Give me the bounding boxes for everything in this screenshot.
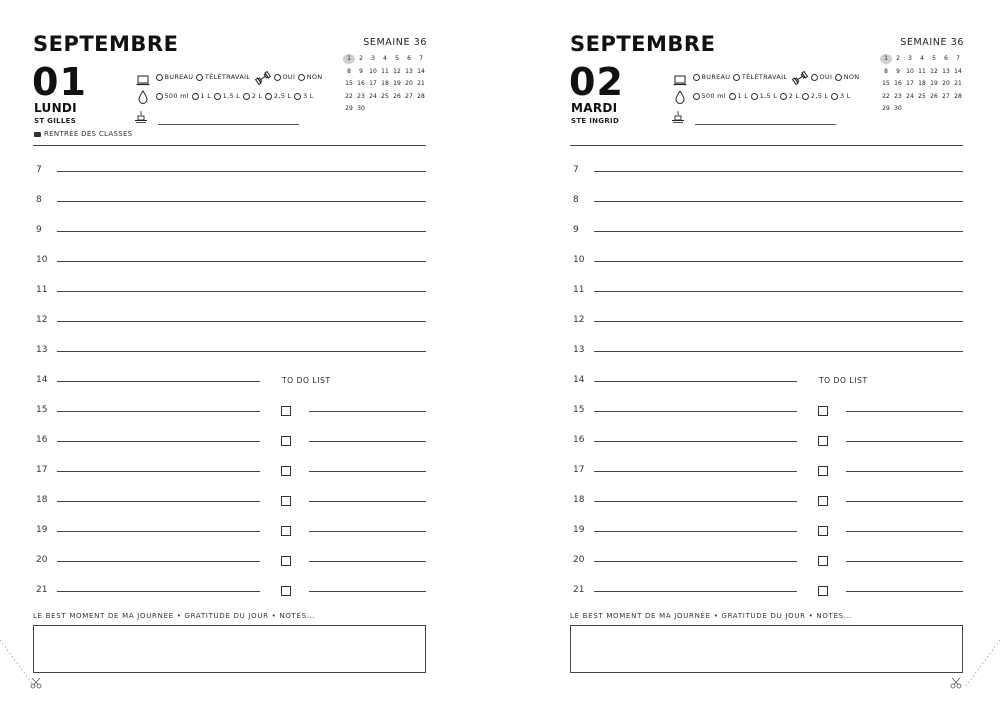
calendar-day[interactable]: 4 xyxy=(383,55,387,63)
todo-line[interactable] xyxy=(846,531,963,532)
todo-line[interactable] xyxy=(846,411,963,412)
hour-label: 8 xyxy=(573,195,579,205)
hour-label: 13 xyxy=(36,345,48,355)
hour-line[interactable] xyxy=(594,471,797,472)
todo-list-title: TO DO LIST xyxy=(282,376,331,385)
water-option-label: 3 L xyxy=(302,92,314,100)
water-option-label: 500 ml xyxy=(701,92,726,100)
scissors-icon xyxy=(29,676,43,690)
hour-label: 7 xyxy=(36,165,42,175)
calendar-day[interactable]: 9 xyxy=(359,67,363,75)
calendar-week-row xyxy=(880,53,964,66)
water-drop-icon xyxy=(675,89,685,108)
calendar-day[interactable]: 1 xyxy=(343,54,355,64)
hour-line[interactable] xyxy=(594,501,797,502)
work-option-bureau[interactable] xyxy=(156,73,193,81)
calendar-day[interactable]: 29 xyxy=(345,105,353,113)
water-option-label: 3 L xyxy=(839,92,851,100)
cut-guide-right xyxy=(960,640,1000,701)
hour-line[interactable] xyxy=(57,321,426,322)
calendar-week-row xyxy=(343,91,427,104)
todo-line[interactable] xyxy=(846,471,963,472)
day-number: 02 xyxy=(569,60,624,104)
hour-label: 17 xyxy=(36,465,48,475)
calendar-day[interactable]: 27 xyxy=(942,92,950,100)
calendar-day[interactable]: 19 xyxy=(393,80,401,88)
sport-option-non[interactable] xyxy=(298,73,322,81)
work-option-label: BUREAU xyxy=(701,73,731,81)
calendar-day[interactable]: 10 xyxy=(906,67,914,75)
calendar-day[interactable]: 24 xyxy=(369,92,377,100)
hour-label: 11 xyxy=(36,285,48,295)
candle-icon xyxy=(134,109,148,128)
hour-label: 9 xyxy=(573,225,579,235)
hour-label: 12 xyxy=(573,315,585,325)
radio-circle[interactable] xyxy=(274,74,281,81)
header-divider xyxy=(570,145,963,146)
hour-line[interactable] xyxy=(57,561,260,562)
calendar-day[interactable]: 1 xyxy=(880,54,892,64)
radio-circle[interactable] xyxy=(831,93,838,100)
calendar-day[interactable]: 10 xyxy=(369,67,377,75)
todo-line[interactable] xyxy=(846,591,963,592)
week-number: SEMAINE 36 xyxy=(363,37,427,48)
day-number: 01 xyxy=(32,60,87,104)
calendar-day[interactable]: 19 xyxy=(930,80,938,88)
calendar-day[interactable]: 2 xyxy=(896,55,900,63)
dumbbell-icon xyxy=(792,70,808,89)
header-divider xyxy=(33,145,426,146)
radio-circle[interactable] xyxy=(192,93,199,100)
hour-label: 16 xyxy=(573,435,585,445)
calendar-day[interactable]: 25 xyxy=(381,92,389,100)
radio-circle[interactable] xyxy=(243,93,250,100)
hour-line[interactable] xyxy=(57,171,426,172)
sport-options xyxy=(811,73,862,81)
work-mode-options xyxy=(156,73,253,81)
calendar-day[interactable]: 6 xyxy=(944,55,948,63)
water-option-label: 2,5 L xyxy=(810,92,829,100)
calendar-day[interactable] xyxy=(940,104,952,114)
radio-circle[interactable] xyxy=(693,93,700,100)
water-option[interactable] xyxy=(729,92,748,100)
water-option[interactable] xyxy=(780,92,799,100)
radio-circle[interactable] xyxy=(751,93,758,100)
water-option-label: 2,5 L xyxy=(273,92,292,100)
calendar-day[interactable]: 26 xyxy=(930,92,938,100)
radio-circle[interactable] xyxy=(294,93,301,100)
work-option-label: TÉLÉTRAVAIL xyxy=(741,73,788,81)
notes-label: LE BEST MOMENT DE MA JOURNÉE • GRATITUDE DU JOUR • NOTES... xyxy=(570,612,853,620)
todo-checkbox[interactable] xyxy=(281,496,291,506)
day-name: LUNDI xyxy=(34,101,77,115)
hour-label: 11 xyxy=(573,285,585,295)
calendar-day[interactable]: 4 xyxy=(920,55,924,63)
todo-checkbox[interactable] xyxy=(818,406,828,416)
month-title: SEPTEMBRE xyxy=(33,32,179,56)
todo-list-title: TO DO LIST xyxy=(819,376,868,385)
hour-line[interactable] xyxy=(57,291,426,292)
work-option-bureau[interactable] xyxy=(693,73,730,81)
todo-checkbox[interactable] xyxy=(281,406,291,416)
hour-line[interactable] xyxy=(57,501,260,502)
todo-checkbox[interactable] xyxy=(818,496,828,506)
calendar-day[interactable]: 3 xyxy=(908,55,912,63)
calendar-week-row xyxy=(343,78,427,91)
hour-line[interactable] xyxy=(57,231,426,232)
sport-option-non[interactable] xyxy=(835,73,859,81)
work-option-teletravail[interactable] xyxy=(733,73,787,81)
hour-line[interactable] xyxy=(57,261,426,262)
hour-label: 8 xyxy=(36,195,42,205)
notes-box[interactable] xyxy=(33,625,426,673)
calendar-day[interactable]: 15 xyxy=(882,80,890,88)
hour-line[interactable] xyxy=(594,321,963,322)
calendar-day[interactable]: 28 xyxy=(417,92,425,100)
mini-calendar xyxy=(343,53,427,116)
calendar-day[interactable]: 24 xyxy=(906,92,914,100)
sport-option-label: OUI xyxy=(282,73,296,81)
sport-option-label: NON xyxy=(843,73,860,81)
todo-line[interactable] xyxy=(846,441,963,442)
calendar-day[interactable]: 22 xyxy=(882,92,890,100)
calendar-day[interactable]: 3 xyxy=(371,55,375,63)
water-option[interactable] xyxy=(243,92,262,100)
calendar-day[interactable] xyxy=(928,104,940,114)
hour-line[interactable] xyxy=(594,231,963,232)
water-options xyxy=(156,92,317,100)
radio-circle[interactable] xyxy=(729,93,736,100)
calendar-day[interactable]: 13 xyxy=(942,67,950,75)
holiday-label: RENTRÉE DES CLASSES xyxy=(44,130,133,138)
water-option[interactable] xyxy=(751,92,777,100)
calendar-day[interactable]: 5 xyxy=(932,55,936,63)
water-option-label: 1 L xyxy=(200,92,212,100)
calendar-week-row xyxy=(880,103,964,116)
calendar-day[interactable]: 30 xyxy=(894,105,902,113)
sport-option-label: OUI xyxy=(819,73,833,81)
calendar-week-row xyxy=(343,66,427,79)
hour-line[interactable] xyxy=(57,591,260,592)
todo-checkbox[interactable] xyxy=(818,466,828,476)
todo-line[interactable] xyxy=(309,501,426,502)
water-option[interactable] xyxy=(214,92,240,100)
calendar-week-row xyxy=(880,91,964,104)
hour-label: 15 xyxy=(573,405,585,415)
water-option-label: 500 ml xyxy=(164,92,189,100)
hour-label: 18 xyxy=(36,495,48,505)
hour-label: 14 xyxy=(36,375,48,385)
hour-label: 7 xyxy=(573,165,579,175)
calendar-day[interactable]: 23 xyxy=(357,92,365,100)
radio-circle[interactable] xyxy=(733,74,740,81)
calendar-day[interactable]: 8 xyxy=(347,67,351,75)
water-options xyxy=(693,92,854,100)
calendar-day[interactable]: 15 xyxy=(345,80,353,88)
calendar-day[interactable]: 16 xyxy=(894,80,902,88)
hour-label: 9 xyxy=(36,225,42,235)
calendar-day[interactable]: 12 xyxy=(930,67,938,75)
laptop-icon xyxy=(673,71,687,90)
water-option-label: 2 L xyxy=(788,92,800,100)
radio-circle[interactable] xyxy=(156,93,163,100)
todo-checkbox[interactable] xyxy=(818,586,828,596)
radio-circle[interactable] xyxy=(196,74,203,81)
planner-page-right xyxy=(537,0,1000,701)
water-option[interactable] xyxy=(192,92,211,100)
hour-line[interactable] xyxy=(594,351,963,352)
todo-line[interactable] xyxy=(309,471,426,472)
calendar-day[interactable] xyxy=(904,104,916,114)
hour-label: 14 xyxy=(573,375,585,385)
water-option[interactable] xyxy=(156,92,189,100)
radio-circle[interactable] xyxy=(802,93,809,100)
calendar-day[interactable]: 12 xyxy=(393,67,401,75)
todo-line[interactable] xyxy=(309,591,426,592)
scissors-icon xyxy=(949,676,963,690)
calendar-day[interactable]: 7 xyxy=(419,55,423,63)
hour-label: 12 xyxy=(36,315,48,325)
calendar-day[interactable]: 14 xyxy=(417,67,425,75)
calendar-day[interactable]: 22 xyxy=(345,92,353,100)
todo-line[interactable] xyxy=(309,411,426,412)
calendar-day[interactable] xyxy=(952,104,964,114)
calendar-day[interactable]: 8 xyxy=(884,67,888,75)
hour-label: 13 xyxy=(573,345,585,355)
calendar-day[interactable]: 14 xyxy=(954,67,962,75)
saint-of-day: ST GILLES xyxy=(34,117,77,125)
hour-label: 20 xyxy=(573,555,585,565)
todo-checkbox[interactable] xyxy=(818,556,828,566)
calendar-day[interactable]: 6 xyxy=(407,55,411,63)
water-option[interactable] xyxy=(693,92,726,100)
water-option[interactable] xyxy=(294,92,313,100)
hour-label: 20 xyxy=(36,555,48,565)
hour-line[interactable] xyxy=(594,441,797,442)
hour-line[interactable] xyxy=(57,381,260,382)
hour-label: 21 xyxy=(36,585,48,595)
todo-checkbox[interactable] xyxy=(818,436,828,446)
water-option-label: 1,5 L xyxy=(222,92,241,100)
hour-line[interactable] xyxy=(57,471,260,472)
hour-line[interactable] xyxy=(594,411,797,412)
day-name: MARDI xyxy=(571,101,618,115)
todo-checkbox[interactable] xyxy=(281,436,291,446)
todo-line[interactable] xyxy=(309,531,426,532)
dumbbell-icon xyxy=(255,70,271,89)
calendar-day[interactable]: 18 xyxy=(381,80,389,88)
calendar-day[interactable]: 9 xyxy=(896,67,900,75)
calendar-day[interactable]: 11 xyxy=(381,67,389,75)
water-option-label: 1,5 L xyxy=(759,92,778,100)
radio-circle[interactable] xyxy=(693,74,700,81)
calendar-day[interactable]: 28 xyxy=(954,92,962,100)
hour-line[interactable] xyxy=(57,201,426,202)
sport-option-oui[interactable] xyxy=(811,73,832,81)
calendar-day[interactable]: 20 xyxy=(942,80,950,88)
calendar-day[interactable]: 29 xyxy=(882,105,890,113)
calendar-day[interactable]: 2 xyxy=(359,55,363,63)
calendar-day[interactable]: 26 xyxy=(393,92,401,100)
calendar-day[interactable]: 30 xyxy=(357,105,365,113)
hour-line[interactable] xyxy=(594,291,963,292)
calendar-day[interactable]: 7 xyxy=(956,55,960,63)
work-mode-options xyxy=(693,73,790,81)
hour-line[interactable] xyxy=(594,171,963,172)
todo-line[interactable] xyxy=(309,561,426,562)
todo-checkbox[interactable] xyxy=(281,466,291,476)
calendar-week-row xyxy=(880,66,964,79)
hour-label: 16 xyxy=(36,435,48,445)
water-option-label: 2 L xyxy=(251,92,263,100)
hour-line[interactable] xyxy=(57,411,260,412)
hour-line[interactable] xyxy=(594,561,797,562)
calendar-day[interactable] xyxy=(379,104,391,114)
calendar-day[interactable]: 11 xyxy=(918,67,926,75)
hour-line[interactable] xyxy=(57,531,260,532)
hour-label: 10 xyxy=(573,255,585,265)
hour-label: 21 xyxy=(573,585,585,595)
notes-label: LE BEST MOMENT DE MA JOURNÉE • GRATITUDE DU JOUR • NOTES... xyxy=(33,612,316,620)
calendar-day[interactable]: 17 xyxy=(369,80,377,88)
hour-label: 19 xyxy=(573,525,585,535)
mini-calendar xyxy=(880,53,964,116)
calendar-day[interactable]: 5 xyxy=(395,55,399,63)
calendar-week-row xyxy=(343,103,427,116)
hour-line[interactable] xyxy=(594,381,797,382)
todo-checkbox[interactable] xyxy=(818,526,828,536)
week-number: SEMAINE 36 xyxy=(900,37,964,48)
radio-circle[interactable] xyxy=(780,93,787,100)
work-option-label: BUREAU xyxy=(164,73,194,81)
radio-circle[interactable] xyxy=(298,74,305,81)
radio-circle[interactable] xyxy=(156,74,163,81)
hour-label: 18 xyxy=(573,495,585,505)
calendar-day[interactable]: 17 xyxy=(906,80,914,88)
laptop-icon xyxy=(136,71,150,90)
todo-checkbox[interactable] xyxy=(281,526,291,536)
todo-checkbox[interactable] xyxy=(281,586,291,596)
water-option[interactable] xyxy=(265,92,291,100)
calendar-day[interactable]: 13 xyxy=(405,67,413,75)
holiday-note xyxy=(34,130,132,138)
hour-label: 17 xyxy=(573,465,585,475)
calendar-week-row xyxy=(343,53,427,66)
calendar-day[interactable]: 25 xyxy=(918,92,926,100)
water-drop-icon xyxy=(138,89,148,108)
calendar-day[interactable]: 23 xyxy=(894,92,902,100)
radio-circle[interactable] xyxy=(265,93,272,100)
calendar-day[interactable]: 21 xyxy=(417,80,425,88)
month-title: SEPTEMBRE xyxy=(570,32,716,56)
sport-option-label: NON xyxy=(306,73,323,81)
cut-guide-left xyxy=(0,640,40,701)
mood-input-line[interactable] xyxy=(158,124,299,125)
calendar-day[interactable] xyxy=(415,104,427,114)
candle-icon xyxy=(671,109,685,128)
work-option-teletravail[interactable] xyxy=(196,73,250,81)
saint-of-day: STE INGRID xyxy=(571,117,620,125)
hour-line[interactable] xyxy=(57,351,426,352)
hour-label: 15 xyxy=(36,405,48,415)
work-option-label: TÉLÉTRAVAIL xyxy=(204,73,251,81)
calendar-day[interactable]: 16 xyxy=(357,80,365,88)
calendar-day[interactable]: 27 xyxy=(405,92,413,100)
briefcase-icon xyxy=(34,132,41,137)
hour-line[interactable] xyxy=(594,591,797,592)
sport-option-oui[interactable] xyxy=(274,73,295,81)
calendar-day[interactable] xyxy=(391,104,403,114)
calendar-day[interactable] xyxy=(367,104,379,114)
radio-circle[interactable] xyxy=(811,74,818,81)
water-option-label: 1 L xyxy=(737,92,749,100)
hour-line[interactable] xyxy=(594,531,797,532)
hour-line[interactable] xyxy=(594,261,963,262)
water-option[interactable] xyxy=(802,92,828,100)
calendar-day[interactable]: 18 xyxy=(918,80,926,88)
calendar-week-row xyxy=(880,78,964,91)
todo-line[interactable] xyxy=(846,561,963,562)
calendar-day[interactable] xyxy=(916,104,928,114)
sport-options xyxy=(274,73,325,81)
calendar-day[interactable]: 20 xyxy=(405,80,413,88)
todo-checkbox[interactable] xyxy=(281,556,291,566)
mood-input-line[interactable] xyxy=(695,124,836,125)
water-option[interactable] xyxy=(831,92,850,100)
radio-circle[interactable] xyxy=(214,93,221,100)
hour-label: 19 xyxy=(36,525,48,535)
calendar-day[interactable]: 21 xyxy=(954,80,962,88)
hour-line[interactable] xyxy=(57,441,260,442)
todo-line[interactable] xyxy=(846,501,963,502)
hour-label: 10 xyxy=(36,255,48,265)
notes-box[interactable] xyxy=(570,625,963,673)
calendar-day[interactable] xyxy=(403,104,415,114)
todo-line[interactable] xyxy=(309,441,426,442)
hour-line[interactable] xyxy=(594,201,963,202)
radio-circle[interactable] xyxy=(835,74,842,81)
